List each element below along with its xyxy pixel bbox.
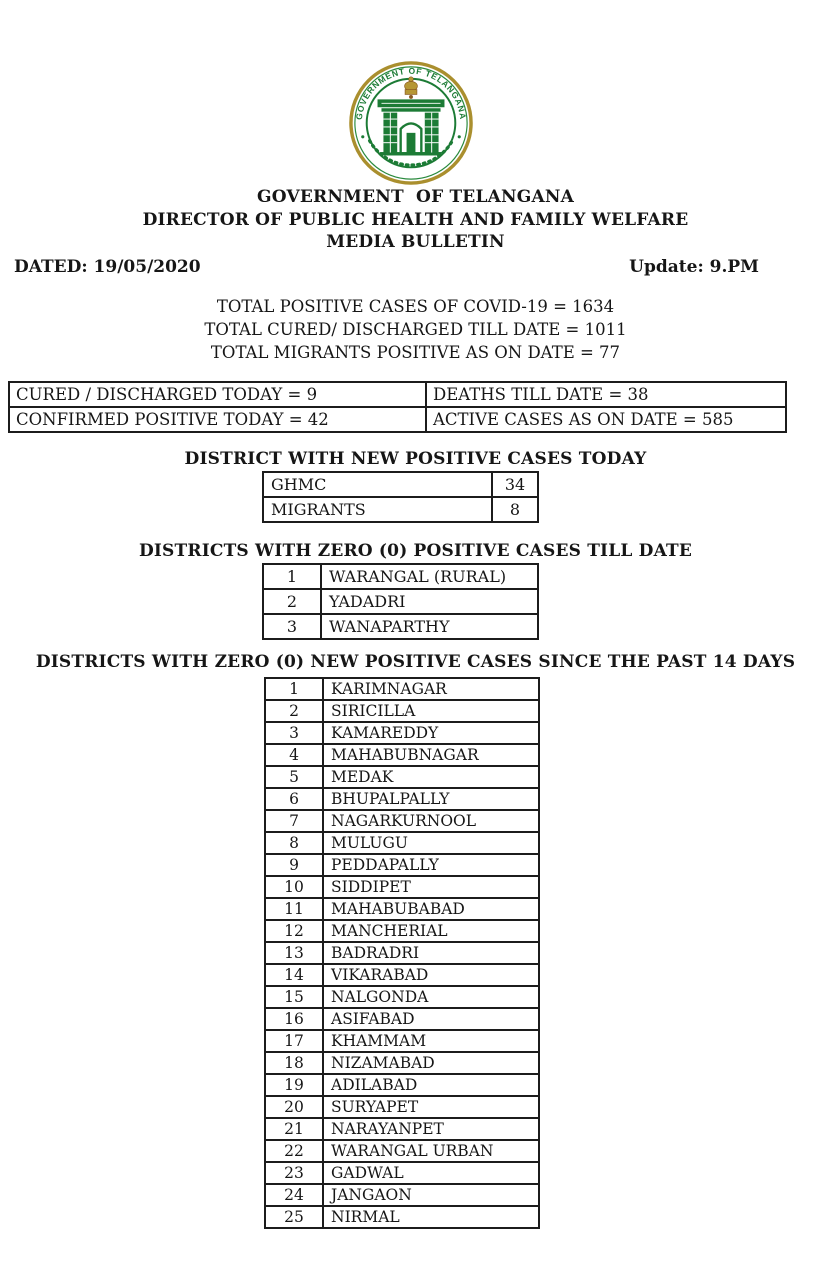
district-name-cell: WARANGAL URBAN [323, 1140, 539, 1162]
update-time-label: Update: 9.PM [629, 257, 759, 277]
district-name-cell: GADWAL [323, 1162, 539, 1184]
zero-cases-table [262, 563, 539, 640]
telangana-emblem-graphic [348, 60, 474, 186]
district-number-cell: 8 [265, 832, 323, 854]
totals-line: TOTAL POSITIVE CASES OF COVID-19 = 1634 [216, 297, 615, 316]
district-number-cell: 18 [265, 1052, 323, 1074]
district-number-cell: 11 [265, 898, 323, 920]
district-name-cell: YADADRI [321, 589, 538, 614]
zero-14-days-row [265, 1030, 539, 1052]
district-number-cell: 3 [263, 614, 321, 639]
district-name-cell: MULUGU [323, 832, 539, 854]
zero-14-days-table [264, 677, 540, 1229]
zero-14-days-row [265, 1052, 539, 1074]
district-name-cell: NAGARKURNOOL [323, 810, 539, 832]
zero-14-days-row [265, 700, 539, 722]
zero-14-days-row [265, 744, 539, 766]
district-name-cell: MEDAK [323, 766, 539, 788]
district-number-cell: 25 [265, 1206, 323, 1228]
zero-14-days-row [265, 1074, 539, 1096]
header-block [0, 186, 831, 254]
district-number-cell: 20 [265, 1096, 323, 1118]
totals-summary [0, 295, 831, 364]
summary-right-cell: ACTIVE CASES AS ON DATE = 585 [426, 407, 786, 432]
district-name-cell: KHAMMAM [323, 1030, 539, 1052]
district-name-cell: SIDDIPET [323, 876, 539, 898]
district-number-cell: 16 [265, 1008, 323, 1030]
summary-left-cell: CONFIRMED POSITIVE TODAY = 42 [9, 407, 426, 432]
district-number-cell: 13 [265, 942, 323, 964]
district-number-cell: 19 [265, 1074, 323, 1096]
district-number-cell: 7 [265, 810, 323, 832]
district-name-cell: WANAPARTHY [321, 614, 538, 639]
district-number-cell: 24 [265, 1184, 323, 1206]
district-name-cell: ASIFABAD [323, 1008, 539, 1030]
district-number-cell: 2 [263, 589, 321, 614]
district-number-cell: 17 [265, 1030, 323, 1052]
summary-left-cell: CURED / DISCHARGED TODAY = 9 [9, 382, 426, 407]
zero-14-days-row [265, 942, 539, 964]
telangana-emblem-logo [348, 60, 474, 186]
district-name-cell: PEDDAPALLY [323, 854, 539, 876]
district-name-cell: GHMC [263, 472, 492, 497]
zero-14-days-row [265, 678, 539, 700]
zero-14-days-row [265, 964, 539, 986]
district-name-cell: ADILABAD [323, 1074, 539, 1096]
zero-14-days-row [265, 766, 539, 788]
district-name-cell: VIKARABAD [323, 964, 539, 986]
new-cases-row [263, 472, 538, 497]
district-number-cell: 1 [263, 564, 321, 589]
new-cases-heading: DISTRICT WITH NEW POSITIVE CASES TODAY [184, 449, 647, 469]
government-title: GOVERNMENT OF TELANGANA [257, 187, 574, 207]
district-number-cell: 4 [265, 744, 323, 766]
zero-cases-row [263, 614, 538, 639]
district-number-cell: 9 [265, 854, 323, 876]
zero-14-days-row [265, 1184, 539, 1206]
district-name-cell: JANGAON [323, 1184, 539, 1206]
zero-14-days-row [265, 876, 539, 898]
document-type-title: MEDIA BULLETIN [326, 232, 505, 252]
zero-14-days-heading: DISTRICTS WITH ZERO (0) NEW POSITIVE CASES SINCE THE PAST 14 DAYS [35, 652, 796, 672]
district-number-cell: 12 [265, 920, 323, 942]
district-number-cell: 3 [265, 722, 323, 744]
summary-table-row [9, 382, 786, 407]
summary-table-row [9, 407, 786, 432]
district-number-cell: 14 [265, 964, 323, 986]
emblem-arc-text: GOVERNMENT OF TELANGANA [353, 65, 469, 121]
cases-count-cell: 8 [492, 497, 538, 522]
zero-14-days-row [265, 832, 539, 854]
summary-right-cell: DEATHS TILL DATE = 38 [426, 382, 786, 407]
district-name-cell: KARIMNAGAR [323, 678, 539, 700]
district-name-cell: BADRADRI [323, 942, 539, 964]
district-number-cell: 23 [265, 1162, 323, 1184]
zero-14-days-row [265, 854, 539, 876]
zero-14-days-row [265, 920, 539, 942]
zero-cases-row [263, 564, 538, 589]
zero-14-days-row [265, 1008, 539, 1030]
department-title: DIRECTOR OF PUBLIC HEALTH AND FAMILY WELFARE [142, 209, 689, 230]
zero-cases-heading: DISTRICTS WITH ZERO (0) POSITIVE CASES TILL DATE [138, 541, 693, 561]
district-name-cell: SURYAPET [323, 1096, 539, 1118]
zero-14-days-row [265, 1206, 539, 1228]
zero-14-days-row [265, 1162, 539, 1184]
zero-14-days-row [265, 898, 539, 920]
district-name-cell: NALGONDA [323, 986, 539, 1008]
district-name-cell: MIGRANTS [263, 497, 492, 522]
cases-count-cell: 34 [492, 472, 538, 497]
district-name-cell: BHUPALPALLY [323, 788, 539, 810]
totals-line: TOTAL MIGRANTS POSITIVE AS ON DATE = 77 [210, 343, 621, 362]
district-name-cell: KAMAREDDY [323, 722, 539, 744]
zero-14-days-row [265, 1118, 539, 1140]
totals-line: TOTAL CURED/ DISCHARGED TILL DATE = 1011 [204, 320, 627, 339]
zero-14-days-row [265, 986, 539, 1008]
district-name-cell: MAHABUBNAGAR [323, 744, 539, 766]
dated-label: DATED: 19/05/2020 [14, 257, 201, 277]
zero-14-days-row [265, 788, 539, 810]
district-number-cell: 5 [265, 766, 323, 788]
date-row [14, 257, 759, 277]
district-number-cell: 15 [265, 986, 323, 1008]
district-number-cell: 6 [265, 788, 323, 810]
zero-14-days-row [265, 1140, 539, 1162]
district-name-cell: MAHABUBABAD [323, 898, 539, 920]
new-cases-row [263, 497, 538, 522]
district-name-cell: WARANGAL (RURAL) [321, 564, 538, 589]
district-number-cell: 1 [265, 678, 323, 700]
new-cases-table [262, 471, 539, 523]
district-name-cell: SIRICILLA [323, 700, 539, 722]
zero-cases-row [263, 589, 538, 614]
district-number-cell: 22 [265, 1140, 323, 1162]
district-name-cell: NARAYANPET [323, 1118, 539, 1140]
district-number-cell: 2 [265, 700, 323, 722]
district-name-cell: NIZAMABAD [323, 1052, 539, 1074]
district-name-cell: NIRMAL [323, 1206, 539, 1228]
district-number-cell: 10 [265, 876, 323, 898]
district-name-cell: MANCHERIAL [323, 920, 539, 942]
zero-14-days-row [265, 1096, 539, 1118]
zero-14-days-row [265, 722, 539, 744]
summary-table [8, 381, 787, 433]
zero-14-days-row [265, 810, 539, 832]
district-number-cell: 21 [265, 1118, 323, 1140]
